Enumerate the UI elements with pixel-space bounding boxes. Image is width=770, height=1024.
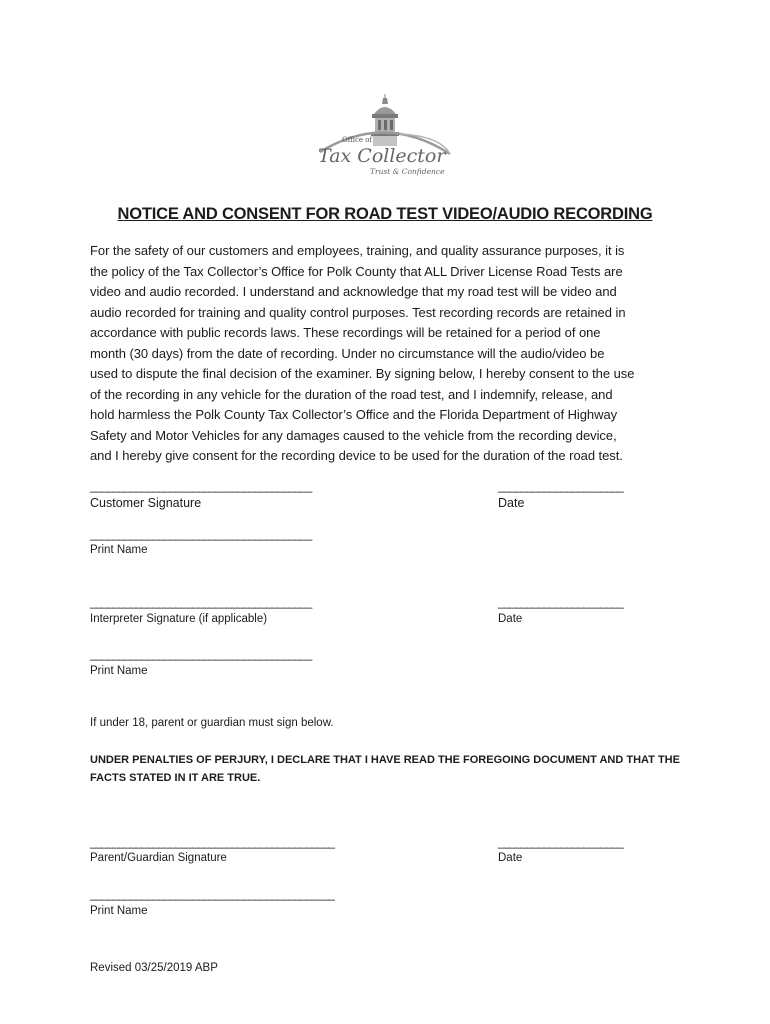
logo-name: Tax Collector [318,145,446,167]
parent-date-label: Date [498,852,523,864]
tax-collector-logo [300,92,470,182]
interpreter-print-name-label: Print Name [90,665,148,677]
paragraph-line: used to dispute the final decision of the examiner. By signing below, I hereby consent to the use [90,366,635,381]
revision-footer: Revised 03/25/2019 ABP [90,962,218,974]
customer-print-name-label: Print Name [90,544,148,556]
parent-print-name-line[interactable]: ___________________________________________ [90,887,334,901]
paragraph-line: audio recorded for training and quality control purposes. Test recording records are retained in [90,304,626,320]
customer-date-label: Date [498,496,525,510]
interpreter-date-label: Date [498,613,523,625]
paragraph-line: the policy of the Tax Collector’s Office for Polk County that ALL Driver License Road Tests are [90,263,623,279]
interpreter-signature-label: Interpreter Signature (if applicable) [90,613,268,625]
customer-signature-label: Customer Signature [90,496,202,510]
document-title: NOTICE AND CONSENT FOR ROAD TEST VIDEO/AUDIO RECORDING [117,205,653,223]
interpreter-print-name-line[interactable]: _______________________________________ [90,647,312,661]
paragraph-line: month (30 days) from the date of recording. Under no circumstance will the audio/video be [90,345,605,361]
interpreter-date-line[interactable]: ______________________ [498,595,623,609]
parent-signature-label: Parent/Guardian Signature [90,852,227,864]
paragraph-line: of the recording in any vehicle for the duration of the road test, and I indemnify, release, and [90,386,613,402]
logo-tagline: Trust & Confidence [370,167,445,176]
parent-date-line[interactable]: ______________________ [498,835,623,849]
guardian-note: If under 18, parent or guardian must sign below. [90,717,334,729]
interpreter-signature-line[interactable]: _______________________________________ [90,595,312,609]
perjury-statement: UNDER PENALTIES OF PERJURY, I DECLARE THAT I HAVE READ THE FOREGOING DOCUMENT AND THAT THE FACTS STATED IN IT ARE TRUE. [90,754,680,784]
paragraph-line: Safety and Motor Vehicles for any damages caused to the vehicle from the recording device, [90,427,617,443]
paragraph-line: accordance with public records laws. These recordings will be retained for a period of one [90,325,601,340]
paragraph-line: hold harmless the Polk County Tax Collector’s Office and the Florida Department of Highway [90,407,618,422]
consent-paragraph [90,241,680,467]
parent-signature-line[interactable]: ___________________________________________ [90,835,334,849]
paragraph-line: For the safety of our customers and employees, training, and quality assurance purposes, it is [90,243,625,258]
customer-signature-line[interactable]: _______________________________________ [90,479,312,493]
customer-print-name-line[interactable]: _______________________________________ [90,527,312,541]
logo-office-of: Office of [342,136,373,144]
parent-print-name-label: Print Name [90,905,148,917]
paragraph-line: and I hereby give consent for the recording device to be used for the duration of the road test. [90,448,623,463]
courthouse-logo-graphic [300,92,470,182]
customer-date-line[interactable]: ______________________ [498,479,623,493]
paragraph-line: video and audio recorded. I understand and acknowledge that my road test will be video and [90,284,617,299]
